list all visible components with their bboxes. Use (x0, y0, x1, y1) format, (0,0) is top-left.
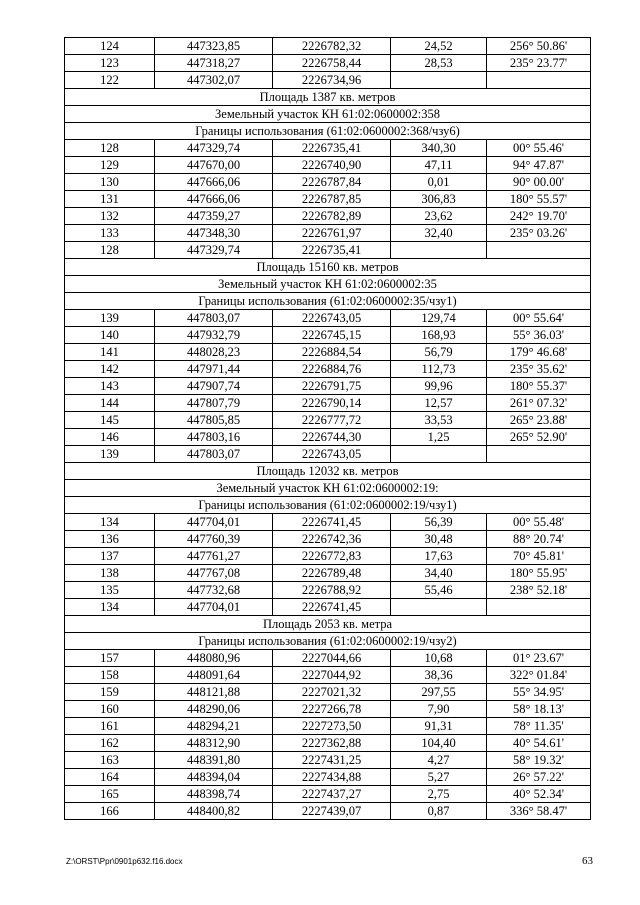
coordinate-row (65, 735, 591, 752)
direction-angle-cell: 55° 36.03' (487, 327, 591, 344)
y-coordinate-cell: 2226788,92 (273, 582, 391, 599)
point-number-cell: 129 (65, 157, 155, 174)
length-cell: 2,75 (391, 786, 487, 803)
x-coordinate-cell: 447666,06 (155, 174, 273, 191)
x-coordinate-cell: 448391,80 (155, 752, 273, 769)
y-coordinate-cell: 2226735,41 (273, 242, 391, 259)
x-coordinate-cell: 448080,96 (155, 650, 273, 667)
section-heading-row (65, 123, 591, 140)
point-number-cell: 143 (65, 378, 155, 395)
length-cell (391, 446, 487, 463)
length-cell: 38,36 (391, 667, 487, 684)
point-number-cell: 139 (65, 310, 155, 327)
point-number-cell: 165 (65, 786, 155, 803)
y-coordinate-cell: 2226734,96 (273, 72, 391, 89)
section-heading-row (65, 463, 591, 480)
length-cell: 340,30 (391, 140, 487, 157)
point-number-cell: 164 (65, 769, 155, 786)
direction-angle-cell: 55° 34.95' (487, 684, 591, 701)
length-cell: 5,27 (391, 769, 487, 786)
x-coordinate-cell: 448398,74 (155, 786, 273, 803)
section-heading: Площадь 12032 кв. метров (65, 463, 591, 480)
coordinate-row (65, 650, 591, 667)
length-cell: 10,68 (391, 650, 487, 667)
x-coordinate-cell: 448028,23 (155, 344, 273, 361)
direction-angle-cell: 94° 47.87' (487, 157, 591, 174)
y-coordinate-cell: 2226789,48 (273, 565, 391, 582)
coordinate-row (65, 514, 591, 531)
x-coordinate-cell: 447760,39 (155, 531, 273, 548)
direction-angle-cell: 00° 55.46' (487, 140, 591, 157)
point-number-cell: 122 (65, 72, 155, 89)
length-cell: 0,01 (391, 174, 487, 191)
point-number-cell: 123 (65, 55, 155, 72)
length-cell: 4,27 (391, 752, 487, 769)
y-coordinate-cell: 2226735,41 (273, 140, 391, 157)
point-number-cell: 132 (65, 208, 155, 225)
point-number-cell: 137 (65, 548, 155, 565)
section-heading: Площадь 15160 кв. метров (65, 259, 591, 276)
direction-angle-cell (487, 599, 591, 616)
point-number-cell: 163 (65, 752, 155, 769)
direction-angle-cell: 265° 52.90' (487, 429, 591, 446)
point-number-cell: 145 (65, 412, 155, 429)
direction-angle-cell: 242° 19.70' (487, 208, 591, 225)
direction-angle-cell: 58° 18.13' (487, 701, 591, 718)
coordinate-row (65, 786, 591, 803)
direction-angle-cell: 00° 55.48' (487, 514, 591, 531)
y-coordinate-cell: 2226745,15 (273, 327, 391, 344)
x-coordinate-cell: 447803,07 (155, 310, 273, 327)
length-cell: 129,74 (391, 310, 487, 327)
section-heading: Площадь 2053 кв. метра (65, 616, 591, 633)
section-heading-row (65, 106, 591, 123)
point-number-cell: 166 (65, 803, 155, 820)
x-coordinate-cell: 448121,88 (155, 684, 273, 701)
length-cell (391, 599, 487, 616)
direction-angle-cell: 88° 20.74' (487, 531, 591, 548)
length-cell: 91,31 (391, 718, 487, 735)
footer-file-path: Z:\ORST\Ppr\0901p632.f16.docx (66, 857, 183, 866)
point-number-cell: 134 (65, 514, 155, 531)
x-coordinate-cell: 448312,90 (155, 735, 273, 752)
coordinate-row (65, 140, 591, 157)
x-coordinate-cell: 447761,27 (155, 548, 273, 565)
point-number-cell: 158 (65, 667, 155, 684)
length-cell: 33,53 (391, 412, 487, 429)
direction-angle-cell: 256° 50.86' (487, 38, 591, 55)
section-heading: Площадь 1387 кв. метров (65, 89, 591, 106)
length-cell: 168,93 (391, 327, 487, 344)
direction-angle-cell: 26° 57.22' (487, 769, 591, 786)
length-cell: 32,40 (391, 225, 487, 242)
y-coordinate-cell: 2226884,76 (273, 361, 391, 378)
point-number-cell: 161 (65, 718, 155, 735)
direction-angle-cell: 40° 52.34' (487, 786, 591, 803)
coordinates-table (64, 37, 591, 820)
point-number-cell: 128 (65, 242, 155, 259)
x-coordinate-cell: 447359,27 (155, 208, 273, 225)
y-coordinate-cell: 2226782,32 (273, 38, 391, 55)
point-number-cell: 144 (65, 395, 155, 412)
direction-angle-cell: 235° 35.62' (487, 361, 591, 378)
direction-angle-cell: 70° 45.81' (487, 548, 591, 565)
y-coordinate-cell: 2226884,54 (273, 344, 391, 361)
x-coordinate-cell: 447767,08 (155, 565, 273, 582)
coordinate-row (65, 446, 591, 463)
length-cell: 12,57 (391, 395, 487, 412)
point-number-cell: 159 (65, 684, 155, 701)
section-heading: Границы использования (61:02:0600002:368/чзу6) (65, 123, 591, 140)
section-heading: Земельный участок КН 61:02:0600002:358 (65, 106, 591, 123)
length-cell: 104,40 (391, 735, 487, 752)
point-number-cell: 139 (65, 446, 155, 463)
point-number-cell: 133 (65, 225, 155, 242)
x-coordinate-cell: 447318,27 (155, 55, 273, 72)
coordinate-row (65, 38, 591, 55)
coordinate-row (65, 718, 591, 735)
x-coordinate-cell: 447348,30 (155, 225, 273, 242)
direction-angle-cell: 00° 55.64' (487, 310, 591, 327)
direction-angle-cell: 180° 55.95' (487, 565, 591, 582)
coordinate-row (65, 769, 591, 786)
point-number-cell: 141 (65, 344, 155, 361)
length-cell (391, 242, 487, 259)
coordinate-row (65, 174, 591, 191)
length-cell: 112,73 (391, 361, 487, 378)
section-heading: Земельный участок КН 61:02:0600002:19: (65, 480, 591, 497)
point-number-cell: 130 (65, 174, 155, 191)
length-cell (391, 72, 487, 89)
section-heading-row (65, 89, 591, 106)
y-coordinate-cell: 2226787,84 (273, 174, 391, 191)
direction-angle-cell: 235° 23.77' (487, 55, 591, 72)
x-coordinate-cell: 448394,04 (155, 769, 273, 786)
section-heading-row (65, 633, 591, 650)
y-coordinate-cell: 2227434,88 (273, 769, 391, 786)
direction-angle-cell (487, 242, 591, 259)
y-coordinate-cell: 2226790,14 (273, 395, 391, 412)
y-coordinate-cell: 2226782,89 (273, 208, 391, 225)
y-coordinate-cell: 2227362,88 (273, 735, 391, 752)
y-coordinate-cell: 2226758,44 (273, 55, 391, 72)
y-coordinate-cell: 2226772,83 (273, 548, 391, 565)
length-cell: 297,55 (391, 684, 487, 701)
y-coordinate-cell: 2226761,97 (273, 225, 391, 242)
x-coordinate-cell: 448400,82 (155, 803, 273, 820)
coordinate-row (65, 242, 591, 259)
length-cell: 47,11 (391, 157, 487, 174)
section-heading-row (65, 276, 591, 293)
direction-angle-cell: 01° 23.67' (487, 650, 591, 667)
y-coordinate-cell: 2227021,32 (273, 684, 391, 701)
coordinate-row (65, 225, 591, 242)
x-coordinate-cell: 447302,07 (155, 72, 273, 89)
y-coordinate-cell: 2226791,75 (273, 378, 391, 395)
section-heading-row (65, 616, 591, 633)
x-coordinate-cell: 447803,16 (155, 429, 273, 446)
y-coordinate-cell: 2226741,45 (273, 599, 391, 616)
coordinate-row (65, 344, 591, 361)
coordinate-row (65, 684, 591, 701)
coordinate-row (65, 531, 591, 548)
x-coordinate-cell: 447907,74 (155, 378, 273, 395)
y-coordinate-cell: 2226742,36 (273, 531, 391, 548)
section-heading-row (65, 293, 591, 310)
x-coordinate-cell: 447807,79 (155, 395, 273, 412)
y-coordinate-cell: 2226740,90 (273, 157, 391, 174)
direction-angle-cell: 261° 07.32' (487, 395, 591, 412)
y-coordinate-cell: 2226787,85 (273, 191, 391, 208)
coordinate-row (65, 361, 591, 378)
y-coordinate-cell: 2226743,05 (273, 310, 391, 327)
coordinate-row (65, 412, 591, 429)
x-coordinate-cell: 448294,21 (155, 718, 273, 735)
coordinate-row (65, 582, 591, 599)
coordinate-row (65, 599, 591, 616)
direction-angle-cell: 40° 54.61' (487, 735, 591, 752)
coordinate-row (65, 429, 591, 446)
coordinate-row (65, 157, 591, 174)
direction-angle-cell: 78° 11.35' (487, 718, 591, 735)
point-number-cell: 134 (65, 599, 155, 616)
length-cell: 306,83 (391, 191, 487, 208)
x-coordinate-cell: 447803,07 (155, 446, 273, 463)
x-coordinate-cell: 447704,01 (155, 599, 273, 616)
x-coordinate-cell: 447971,44 (155, 361, 273, 378)
coordinates-table-body (65, 38, 591, 820)
x-coordinate-cell: 447666,06 (155, 191, 273, 208)
point-number-cell: 131 (65, 191, 155, 208)
point-number-cell: 136 (65, 531, 155, 548)
point-number-cell: 135 (65, 582, 155, 599)
direction-angle-cell (487, 446, 591, 463)
point-number-cell: 142 (65, 361, 155, 378)
length-cell: 28,53 (391, 55, 487, 72)
section-heading: Земельный участок КН 61:02:0600002:35 (65, 276, 591, 293)
direction-angle-cell (487, 72, 591, 89)
x-coordinate-cell: 447329,74 (155, 140, 273, 157)
coordinate-row (65, 752, 591, 769)
coordinate-row (65, 208, 591, 225)
y-coordinate-cell: 2227431,25 (273, 752, 391, 769)
y-coordinate-cell: 2226777,72 (273, 412, 391, 429)
coordinate-row (65, 191, 591, 208)
coordinate-row (65, 378, 591, 395)
direction-angle-cell: 336° 58.47' (487, 803, 591, 820)
point-number-cell: 162 (65, 735, 155, 752)
section-heading: Границы использования (61:02:0600002:35/чзу1) (65, 293, 591, 310)
x-coordinate-cell: 448290,06 (155, 701, 273, 718)
section-heading-row (65, 480, 591, 497)
coordinate-row (65, 310, 591, 327)
x-coordinate-cell: 447704,01 (155, 514, 273, 531)
coordinate-row (65, 701, 591, 718)
length-cell: 17,63 (391, 548, 487, 565)
length-cell: 24,52 (391, 38, 487, 55)
point-number-cell: 138 (65, 565, 155, 582)
point-number-cell: 146 (65, 429, 155, 446)
direction-angle-cell: 322° 01.84' (487, 667, 591, 684)
y-coordinate-cell: 2227437,27 (273, 786, 391, 803)
point-number-cell: 160 (65, 701, 155, 718)
direction-angle-cell: 238° 52.18' (487, 582, 591, 599)
y-coordinate-cell: 2226744,30 (273, 429, 391, 446)
x-coordinate-cell: 447329,74 (155, 242, 273, 259)
section-heading-row (65, 259, 591, 276)
page-number: 63 (582, 855, 593, 867)
length-cell: 23,62 (391, 208, 487, 225)
y-coordinate-cell: 2227044,92 (273, 667, 391, 684)
y-coordinate-cell: 2227044,66 (273, 650, 391, 667)
section-heading: Границы использования (61:02:0600002:19/чзу1) (65, 497, 591, 514)
section-heading-row (65, 497, 591, 514)
coordinate-row (65, 327, 591, 344)
length-cell: 1,25 (391, 429, 487, 446)
direction-angle-cell: 179° 46.68' (487, 344, 591, 361)
length-cell: 55,46 (391, 582, 487, 599)
length-cell: 0,87 (391, 803, 487, 820)
direction-angle-cell: 58° 19.32' (487, 752, 591, 769)
x-coordinate-cell: 447670,00 (155, 157, 273, 174)
x-coordinate-cell: 447323,85 (155, 38, 273, 55)
x-coordinate-cell: 447932,79 (155, 327, 273, 344)
y-coordinate-cell: 2226741,45 (273, 514, 391, 531)
length-cell: 7,90 (391, 701, 487, 718)
direction-angle-cell: 235° 03.26' (487, 225, 591, 242)
section-heading: Границы использования (61:02:0600002:19/чзу2) (65, 633, 591, 650)
coordinate-row (65, 565, 591, 582)
x-coordinate-cell: 448091,64 (155, 667, 273, 684)
coordinate-row (65, 803, 591, 820)
length-cell: 99,96 (391, 378, 487, 395)
y-coordinate-cell: 2227273,50 (273, 718, 391, 735)
x-coordinate-cell: 447732,68 (155, 582, 273, 599)
x-coordinate-cell: 447805,85 (155, 412, 273, 429)
coordinate-row (65, 55, 591, 72)
length-cell: 56,39 (391, 514, 487, 531)
coordinate-row (65, 72, 591, 89)
length-cell: 56,79 (391, 344, 487, 361)
coordinate-row (65, 395, 591, 412)
direction-angle-cell: 265° 23.88' (487, 412, 591, 429)
direction-angle-cell: 180° 55.57' (487, 191, 591, 208)
point-number-cell: 124 (65, 38, 155, 55)
point-number-cell: 140 (65, 327, 155, 344)
direction-angle-cell: 180° 55.37' (487, 378, 591, 395)
y-coordinate-cell: 2226743,05 (273, 446, 391, 463)
direction-angle-cell: 90° 00.00' (487, 174, 591, 191)
length-cell: 30,48 (391, 531, 487, 548)
length-cell: 34,40 (391, 565, 487, 582)
y-coordinate-cell: 2227439,07 (273, 803, 391, 820)
coordinate-row (65, 667, 591, 684)
point-number-cell: 157 (65, 650, 155, 667)
point-number-cell: 128 (65, 140, 155, 157)
coordinate-row (65, 548, 591, 565)
y-coordinate-cell: 2227266,78 (273, 701, 391, 718)
